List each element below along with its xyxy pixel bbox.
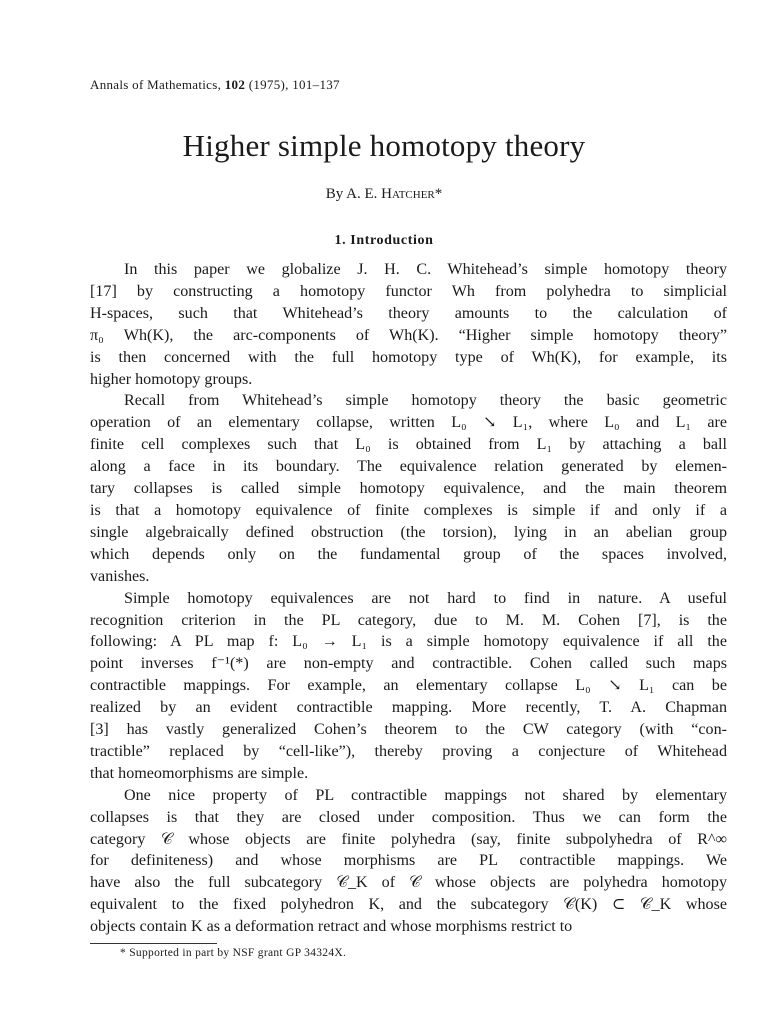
body-text (90, 259, 727, 938)
text-line: have also the full subcategory 𝒞_K of 𝒞 whose objects are polyhedra homotopy (90, 874, 727, 892)
text-line: contractible mappings. For example, an elementary collapse L₀ ↘ L₁ can be (90, 677, 727, 695)
text-line: single algebraically defined obstruction (the torsion), lying in an abelian group (90, 523, 727, 541)
footnote: * Supported in part by NSF grant GP 34324X. (120, 947, 347, 959)
footnote-rule (90, 943, 217, 944)
text-line: for definiteness) and whose morphisms are PL contractible mappings. We (90, 852, 727, 870)
text-line: following: A PL map f: L₀ → L₁ is a simple homotopy equivalence if all the (90, 633, 727, 651)
text-line: equivalent to the fixed polyhedron K, and the subcategory 𝒞(K) ⊂ 𝒞_K whose (90, 896, 727, 914)
text-line: In this paper we globalize J. H. C. Whitehead’s simple homotopy theory (124, 261, 727, 278)
text-line: realized by an evident contractible mapping. More recently, T. A. Chapman (90, 699, 727, 717)
paper-title: Higher simple homotopy theory (182, 128, 586, 163)
text-line: which depends only on the fundamental group of the spaces involved, (90, 545, 727, 563)
author-line (0, 186, 768, 203)
text-line: point inverses f⁻¹(*) are non-empty and contractible. Cohen called such maps (90, 655, 727, 673)
text-line: collapses is that they are closed under composition. Thus we can form the (90, 808, 727, 826)
paragraph (90, 785, 727, 938)
paragraph (90, 390, 727, 587)
author-by: By A. E. (325, 186, 378, 202)
text-line: higher homotopy groups. (90, 370, 253, 388)
text-line: H-spaces, such that Whitehead’s theory amounts to the calculation of (90, 304, 727, 322)
text-line: is then concerned with the full homotopy type of Wh(K), for example, its (90, 348, 727, 366)
paragraph (90, 259, 727, 390)
journal-year-pages: (1975), 101–137 (248, 77, 340, 92)
text-line: Recall from Whitehead’s simple homotopy theory the basic geometric (124, 392, 727, 410)
text-line: vanishes. (90, 567, 150, 585)
journal-volume: 102 (224, 77, 246, 92)
text-line: tractible” replaced by “cell-like”), thereby proving a conjecture of Whitehead (90, 742, 727, 760)
text-line: Simple homotopy equivalences are not hard to find in nature. A useful (124, 589, 727, 607)
journal-name: Annals of Mathematics, (90, 77, 222, 92)
text-line: π₀ Wh(K), the arc-components of Wh(K). “Higher simple homotopy theory” (90, 326, 727, 344)
paragraph (90, 588, 727, 785)
text-line: [3] has vastly generalized Cohen’s theorem to the CW category (with “con- (90, 721, 727, 739)
text-line: One nice property of PL contractible mappings not shared by elementary (124, 786, 727, 804)
text-line: along a face in its boundary. The equivalence relation generated by elemen- (90, 458, 727, 476)
text-line: that homeomorphisms are simple. (90, 764, 309, 782)
text-line: category 𝒞 whose objects are finite polyhedra (say, finite subpolyhedra of R^∞ (90, 830, 727, 848)
text-line: recognition criterion in the PL category, due to M. M. Cohen [7], is the (90, 611, 727, 629)
text-line: tary collapses is called simple homotopy equivalence, and the main theorem (90, 480, 727, 498)
section-heading: 1. Introduction (334, 233, 434, 248)
text-line: objects contain K as a deformation retract and whose morphisms restrict to (90, 918, 573, 936)
author-footnote-mark: * (434, 186, 443, 202)
journal-header (90, 77, 340, 93)
text-line: operation of an elementary collapse, written L₀ ↘ L₁, where L₀ and L₁ are (90, 414, 727, 432)
author-name: Hatcher (381, 186, 435, 202)
text-line: is that a homotopy equivalence of finite complexes is simple if and only if a (90, 501, 727, 519)
text-line: [17] by constructing a homotopy functor Wh from polyhedra to simplicial (90, 282, 727, 300)
text-line: finite cell complexes such that L₀ is obtained from L₁ by attaching a ball (90, 436, 727, 454)
